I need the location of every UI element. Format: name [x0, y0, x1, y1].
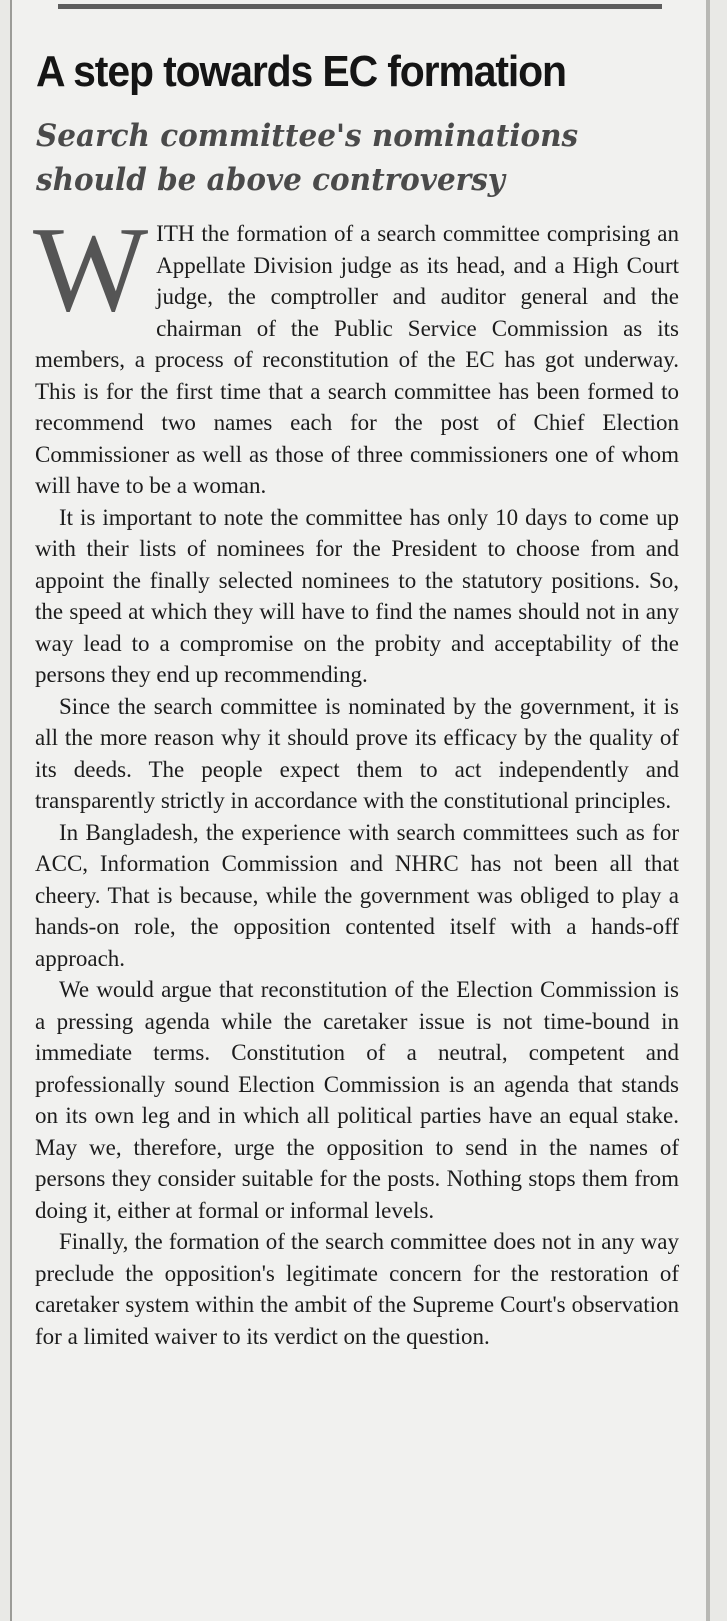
newspaper-page	[10, 0, 710, 1621]
article-body	[33, 202, 679, 1352]
subheadline: Search committee's nominations should be above controversy	[36, 118, 579, 198]
paragraph-5: We would argue that reconstitution of the Election Commission is a pressing agenda while the caretaker issue is not time-bound in immediate terms. Constitution of a neutral, competent and professionally sound Election Commission is an agenda that stands on its own leg and in which all political parties have an equal stake. May we, therefore, urge the opposition to send in the names of persons they consider suitable for the posts. Nothing stops them from doing it, either at formal or informal levels.	[35, 977, 679, 1223]
paragraph-4: In Bangladesh, the experience with search committees such as for ACC, Information Commission and NHRC has not been all that cheery. That is because, while the government was obliged to play a hands-on role, the opposition contented itself with a hands-off approach.	[35, 819, 679, 971]
paragraph-2: It is important to note the committee has only 10 days to come up with their lists of nominees for the President to choose from and appoint the finally selected nominees to the statutory positions. So, the speed at which they will have to find the names should not in any way lead to a compromise on the probity and acceptability of the persons they end up recommending.	[35, 504, 679, 687]
paragraph-1-text: ITH the formation of a search committee comprising an Appellate Division judge as its head, and a High Court judge, the comptroller and auditor general and the chairman of the Public Service Commission as its members, a process of reconstitution of the EC has got underway. This is for the first time that a search committee has been formed to recommend two names each for the post of Chief Election Commissioner as well as those of three commissioners one of whom will have to be a woman.	[35, 221, 679, 498]
paragraph-1	[33, 202, 679, 502]
top-rule	[58, 4, 662, 9]
paragraph-3: Since the search committee is nominated by the government, it is all the more reason why it should prove its efficacy by the quality of its deeds. The people expect them to act independently and transparently strictly in accordance with the constitutional principles.	[35, 693, 679, 813]
paragraph-6: Finally, the formation of the search committee does not in any way preclude the opposition's legitimate concern for the restoration of caretaker system within the ambit of the Supreme Court's observation for a limited waiver to its verdict on the question.	[35, 1229, 679, 1349]
headline: A step towards EC formation	[36, 47, 566, 96]
drop-cap: W	[33, 202, 149, 337]
